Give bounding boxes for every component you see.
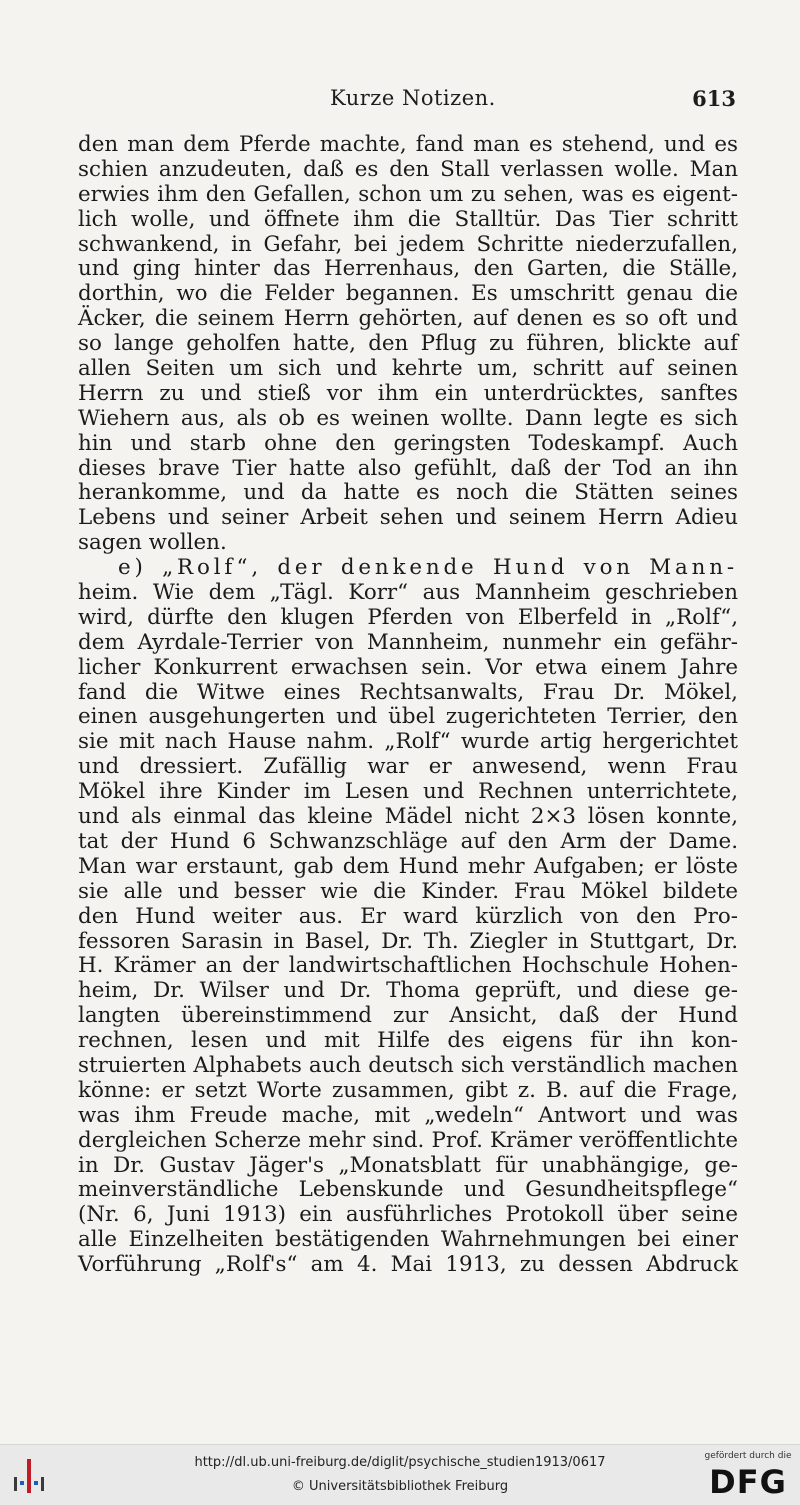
page-header [78,86,738,120]
text-line: rechnen, lesen und mit Hilfe des eigens für ihn kon- [78,1028,738,1054]
text-line: H. Krämer an der landwirtschaftlichen Hochschule Hohen- [78,953,738,979]
text-line: den man dem Pferde machte, fand man es stehend, und es [78,132,738,157]
text-line: erwies ihm den Gefallen, schon um zu sehen, was es eigent- [78,181,738,207]
text-line: tat der Hund 6 Schwanzschläge auf den Arm der Dame. [78,828,738,854]
text-line: sagen wollen. [78,530,227,556]
text-line: was ihm Freude mache, mit „wedeln“ Antwort und was [78,1102,738,1128]
text-line: dergleichen Scherze mehr sind. Prof. Krämer veröffentlichte [78,1127,738,1153]
text-line: Lebens und seiner Arbeit sehen und seinem Herrn Adieu [78,505,738,531]
text-line: heim. Wie dem „Tägl. Korr“ aus Mannheim geschrieben [78,580,738,606]
text-line: heim, Dr. Wilser und Dr. Thoma geprüft, und diese ge- [78,978,738,1004]
text-line: fessoren Sarasin in Basel, Dr. Th. Ziegler in Stuttgart, Dr. [78,928,738,954]
text-line: in Dr. Gustav Jäger's „Monatsblatt für unabhängige, ge- [78,1152,738,1178]
text-line: licher Konkurrent erwachsen sein. Vor etwa einem Jahre [78,654,738,680]
text-line: Wiehern aus, als ob es weinen wollte. Dann legte es sich [78,405,738,431]
section-heading-line: e) „Rolf“, der denkende Hund von Mann- [118,555,738,581]
page-number: 613 [692,86,736,111]
text-line: und dressiert. Zufällig war er anwesend, wenn Frau [78,754,738,780]
text-line: sie mit nach Hause nahm. „Rolf“ wurde artig hergerichtet [78,729,738,755]
text-line: dieses brave Tier hatte also gefühlt, daß der Tod an ihn [78,455,738,481]
text-line: langten übereinstimmend zur Ansicht, daß der Hund [78,1003,738,1029]
dfg-logo [704,1451,792,1501]
dfg-wordmark: DFG [709,1463,787,1501]
text-line: könne: er setzt Worte zusammen, gibt z. B. auf die Frage, [78,1077,738,1103]
text-line: so lange geholfen hatte, den Pflug zu führen, blickte auf [78,331,738,357]
text-line: schien anzudeuten, daß es den Stall verlassen wolle. Man [78,156,738,182]
text-line: und ging hinter das Herrenhaus, den Garten, die Ställe, [78,256,738,282]
text-line: struierten Alphabets auch deutsch sich verständlich machen [78,1052,738,1078]
text-line: Herrn zu und stieß vor ihm ein unterdrücktes, sanftes [78,380,738,406]
body-text [78,133,738,1278]
text-line: Mökel ihre Kinder im Lesen und Rechnen unterrichtete, [78,779,738,805]
text-line: den Hund weiter aus. Er ward kürzlich von den Pro- [78,903,738,929]
text-line: dem Ayrdale-Terrier von Mannheim, nunmehr ein gefähr- [78,629,738,655]
text-line: wird, dürfte den klugen Pferden von Elberfeld in „Rolf“, [78,604,738,630]
text-line: Man war erstaunt, gab dem Hund mehr Aufgaben; er löste [78,853,738,879]
dfg-caption: gefördert durch die [704,1451,792,1461]
text-line: einen ausgehungerten und übel zugerichteten Terrier, den [78,704,738,730]
text-line: schwankend, in Gefahr, bei jedem Schritte niederzufallen, [78,231,738,257]
running-title: Kurze Notizen. [330,86,496,110]
text-line: herankomme, und da hatte es noch die Stätten seines [78,480,738,506]
text-line: fand die Witwe eines Rechtsanwalts, Frau Dr. Mökel, [78,679,738,705]
permalink-url[interactable]: http://dl.ub.uni-freiburg.de/diglit/psychische_studien1913/0617 [194,1455,606,1470]
text-line: allen Seiten um sich und kehrte um, schritt auf seinen [78,356,738,382]
text-line: Äcker, die seinem Herrn gehörten, auf denen es so oft und [78,306,738,332]
text-line: hin und starb ohne den geringsten Todeskampf. Auch [78,430,738,456]
text-line: alle Einzelheiten bestätigenden Wahrnehmungen bei einer [78,1227,738,1253]
copyright-notice: © Universitätsbibliothek Freiburg [291,1479,509,1494]
text-line: sie alle und besser wie die Kinder. Frau Mökel bildete [78,878,738,904]
text-line: und als einmal das kleine Mädel nicht 2×3 lösen konnte, [78,804,738,830]
text-line: Vorführung „Rolf's“ am 4. Mai 1913, zu dessen Abdruck [78,1252,738,1278]
viewer-footer [0,1444,800,1505]
text-line: meinverständliche Lebenskunde und Gesundheitspflege“ [78,1177,738,1203]
text-line: (Nr. 6, Juni 1913) ein ausführliches Protokoll über seine [78,1202,738,1228]
text-line: lich wolle, und öffnete ihm die Stalltür. Das Tier schritt [78,206,738,232]
text-line: dorthin, wo die Felder begannen. Es umschritt genau die [78,281,738,307]
